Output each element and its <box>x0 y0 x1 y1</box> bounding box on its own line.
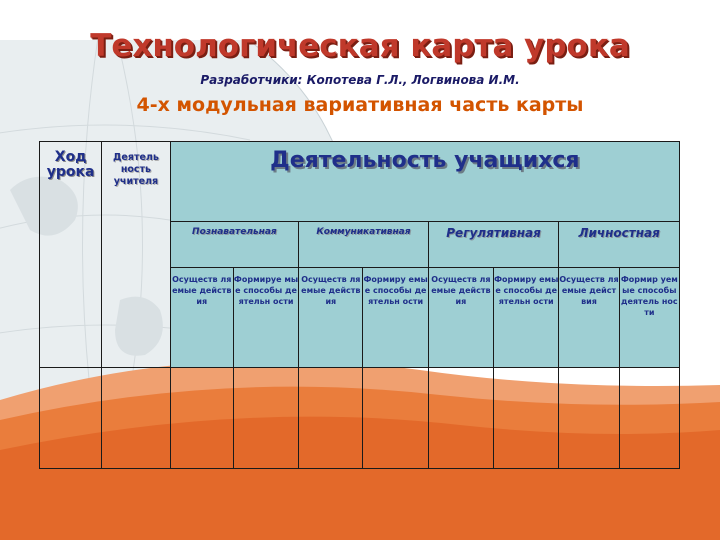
empty-cell <box>233 368 298 469</box>
uud-regulatory-label: Регулятивная <box>446 226 541 240</box>
subheader-cell <box>233 268 298 368</box>
subheader-label: Осуществ ляемые действия <box>559 275 619 306</box>
subheader-cell <box>299 268 363 368</box>
page-subtitle: 4-х модульная вариативная часть карты <box>136 94 584 116</box>
subheader-cell <box>428 268 493 368</box>
teacher-activity-header <box>102 142 170 368</box>
lesson-map-table <box>39 141 680 469</box>
lesson-flow-header <box>40 142 102 368</box>
uud-cognitive-label: Познавательная <box>192 227 277 237</box>
uud-personal-header <box>559 222 680 268</box>
uud-personal-label: Личностная <box>578 226 660 240</box>
empty-cell <box>102 368 170 469</box>
subheader-label: Осуществ ляемые действия <box>172 275 232 306</box>
subheader-label: Осуществ ляемые действия <box>301 275 361 306</box>
subheader-cell <box>619 268 679 368</box>
uud-communicative-label: Коммуникативная <box>316 227 411 237</box>
subheader-cell <box>363 268 428 368</box>
empty-cell <box>619 368 679 469</box>
empty-cell <box>428 368 493 469</box>
subheader-label: Формиру емые способы деятельн ости <box>363 275 428 306</box>
authors-line: Разработчики: Копотева Г.Л., Логвинова И.М. <box>200 73 520 87</box>
empty-cell <box>363 368 428 469</box>
empty-cell <box>559 368 619 469</box>
subheader-label: Формируе мые способы деятельн ости <box>233 275 299 306</box>
uud-regulatory-header <box>428 222 559 268</box>
subheader-label: Формир уемые способы деятель ности <box>620 275 678 317</box>
subheader-cell <box>170 268 233 368</box>
uud-communicative-header <box>299 222 429 268</box>
lesson-flow-label: Ход урока <box>46 149 95 180</box>
empty-cell <box>494 368 559 469</box>
empty-cell <box>170 368 233 469</box>
page-title: Технологическая карта урока <box>90 28 630 64</box>
empty-cell <box>40 368 102 469</box>
subheader-label: Осуществ ляемые действия <box>431 275 491 306</box>
subheader-cell <box>494 268 559 368</box>
uud-cognitive-header <box>170 222 299 268</box>
student-activity-label: Деятельность учащихся <box>270 148 580 173</box>
empty-cell <box>299 368 363 469</box>
teacher-activity-label: Деятель ность учителя <box>112 152 159 187</box>
subheader-cell <box>559 268 619 368</box>
subheader-label: Формиру емые способы деятельн ости <box>494 275 559 306</box>
student-activity-header <box>170 142 679 222</box>
